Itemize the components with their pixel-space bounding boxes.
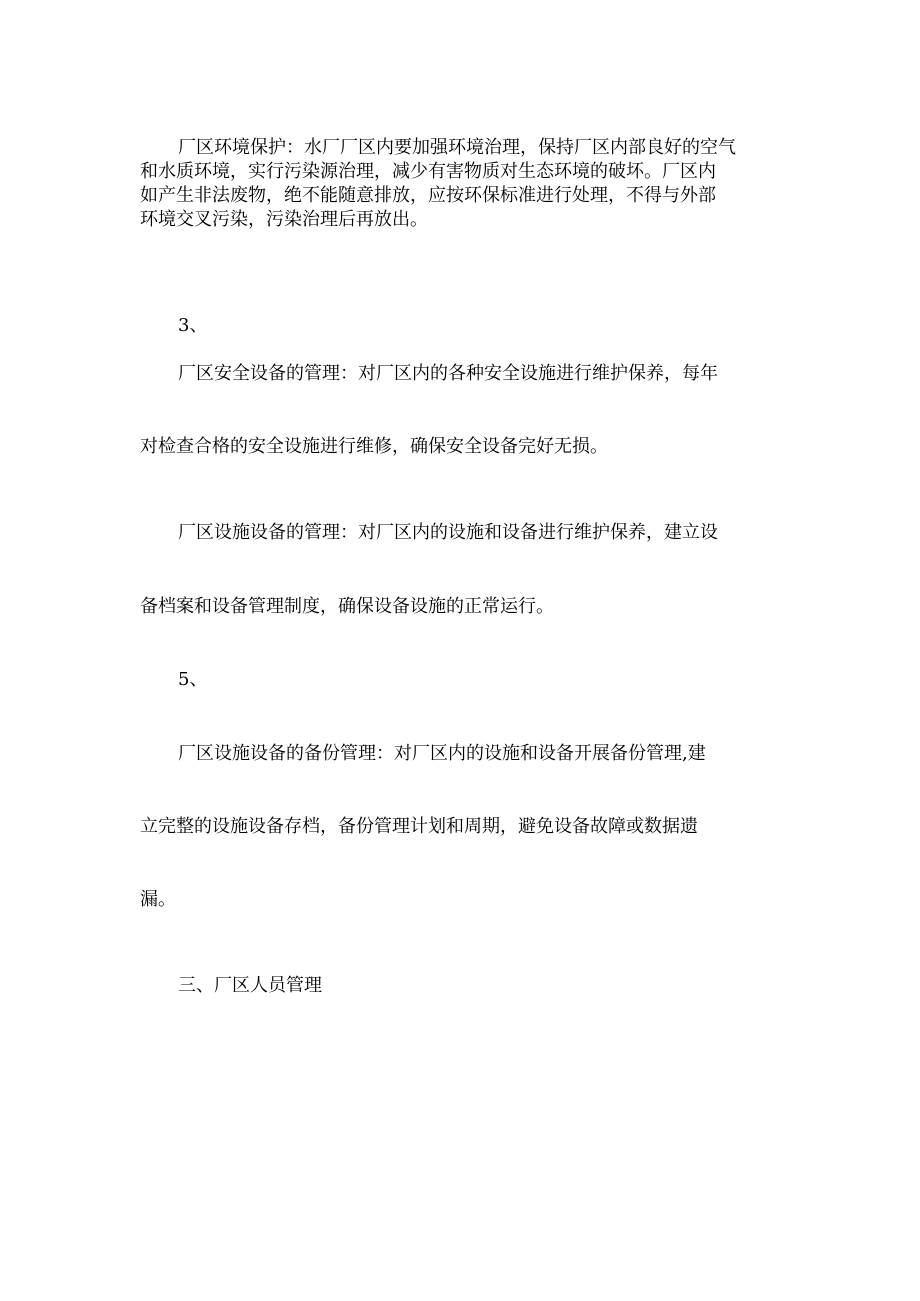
section-heading — [140, 971, 792, 997]
paragraph-line: 立完整的设施设备存档，备份管理计划和周期，避免设备故障或数据遗 — [140, 816, 698, 837]
paragraph-line: 厂区设施设备的管理：对厂区内的设施和设备进行维护保养，建立设 — [178, 522, 718, 543]
list-number-text: 3、 — [178, 315, 208, 336]
list-number-3 — [140, 311, 792, 337]
paragraph-line: 漏。 — [140, 889, 176, 910]
paragraph-line: 和水质环境，实行污染源治理，减少有害物质对生态环境的破坏。厂区内 — [140, 161, 716, 182]
paragraph-line: 厂区环境保护：水厂厂区内要加强环境治理，保持厂区内部良好的空气 — [178, 137, 736, 158]
paragraph-line: 环境交叉污染，污染治理后再放出。 — [140, 209, 428, 230]
paragraph-facility-equipment-line1 — [140, 518, 792, 544]
paragraph-backup-management-line2 — [140, 812, 792, 838]
paragraph-safety-equipment-line1 — [140, 359, 792, 385]
list-number-text: 5、 — [178, 669, 208, 690]
paragraph-line: 备档案和设备管理制度，确保设备设施的正常运行。 — [140, 596, 554, 617]
paragraph-facility-equipment-line2 — [140, 592, 792, 618]
section-heading-text: 三、厂区人员管理 — [178, 975, 322, 996]
paragraph-environment-protection — [140, 136, 792, 232]
paragraph-line: 厂区安全设备的管理：对厂区内的各种安全设施进行维护保养，每年 — [178, 363, 718, 384]
paragraph-safety-equipment-line2 — [140, 432, 792, 458]
paragraph-line: 对检查合格的安全设施进行维修，确保安全设备完好无损。 — [140, 436, 608, 457]
list-number-5 — [140, 665, 792, 691]
paragraph-backup-management-line1 — [140, 739, 792, 765]
paragraph-line: 厂区设施设备的备份管理：对厂区内的设施和设备开展备份管理,建 — [178, 743, 706, 764]
paragraph-backup-management-line3 — [140, 885, 792, 911]
paragraph-line: 如产生非法废物，绝不能随意排放，应按环保标准进行处理，不得与外部 — [140, 185, 716, 206]
